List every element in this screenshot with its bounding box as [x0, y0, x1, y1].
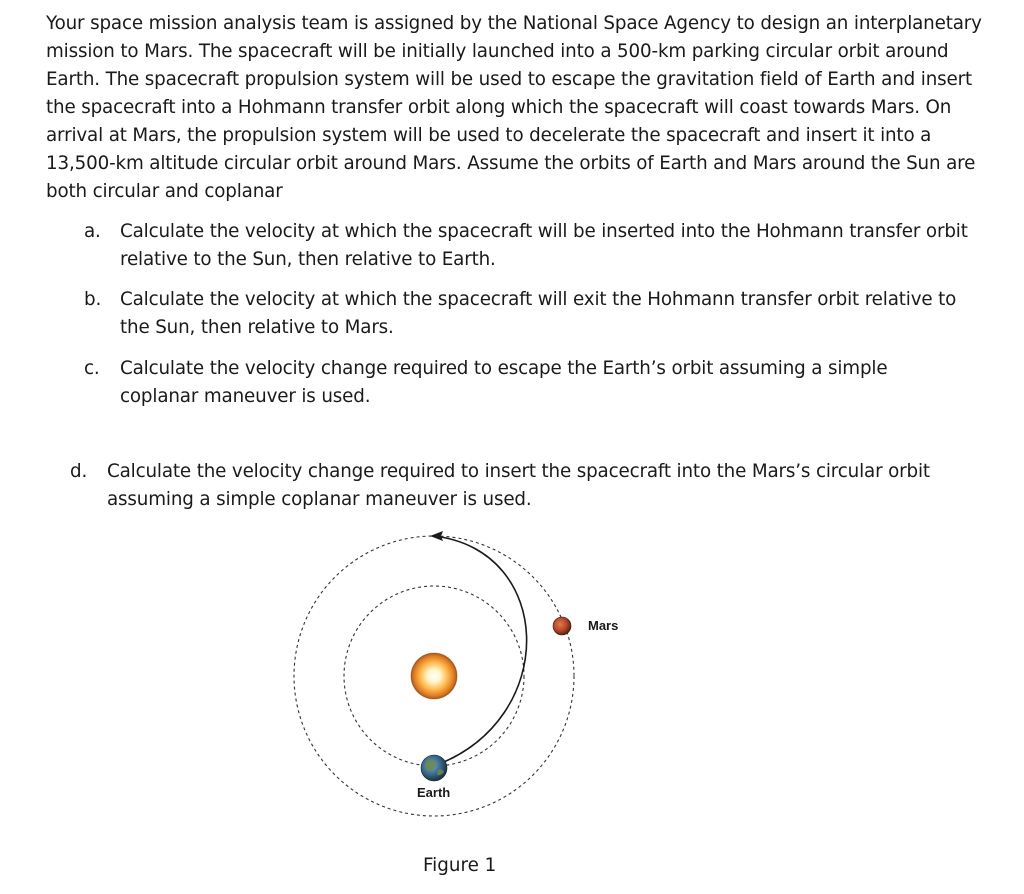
figure-caption: Figure 1 [423, 855, 497, 876]
sun-icon [411, 653, 457, 699]
mars-label: Mars [588, 618, 619, 633]
question-d-text: Calculate the velocity change required to insert the spacecraft into the Mars’s circular orbit assuming a simple coplanar maneuver is used. [107, 461, 930, 510]
hohmann-transfer-arc [434, 536, 527, 766]
question-c-text: Calculate the velocity change required to escape the Earth’s orbit assuming a simple coplanar maneuver is used. [120, 358, 888, 407]
earth-planet-icon [421, 755, 447, 781]
question-b-text: Calculate the velocity at which the spacecraft will exit the Hohmann transfer orbit relative to the Sun, then relative to Mars. [120, 289, 957, 338]
question-b-letter: b. [84, 289, 102, 310]
orbit-diagram [0, 520, 1024, 894]
question-a-letter: a. [84, 221, 101, 242]
question-a-text: Calculate the velocity at which the spacecraft will be inserted into the Hohmann transfer orbit relative to the Sun, then relative to Earth. [120, 221, 968, 270]
problem-intro: Your space mission analysis team is assigned by the National Space Agency to design an interplanetary mission to Mars. The spacecraft will be initially launched into a 500-km parking circular orbit around Earth. The spacecraft propulsion system will be used to escape the gravitation field of Earth and insert the spacecraft into a Hohmann transfer orbit along which the spacecraft will coast towards Mars. On arrival at Mars, the propulsion system will be used to decelerate the spacecraft and insert it into a 13,500-km altitude circular orbit around Mars. Assume the orbits of Earth and Mars around the Sun are both circular and coplanar [46, 13, 982, 202]
mars-planet-icon [553, 617, 571, 635]
earth-label: Earth [417, 785, 451, 800]
hohmann-transfer-figure [0, 520, 1024, 894]
question-d-letter: d. [70, 461, 88, 482]
question-c-letter: c. [84, 358, 100, 379]
